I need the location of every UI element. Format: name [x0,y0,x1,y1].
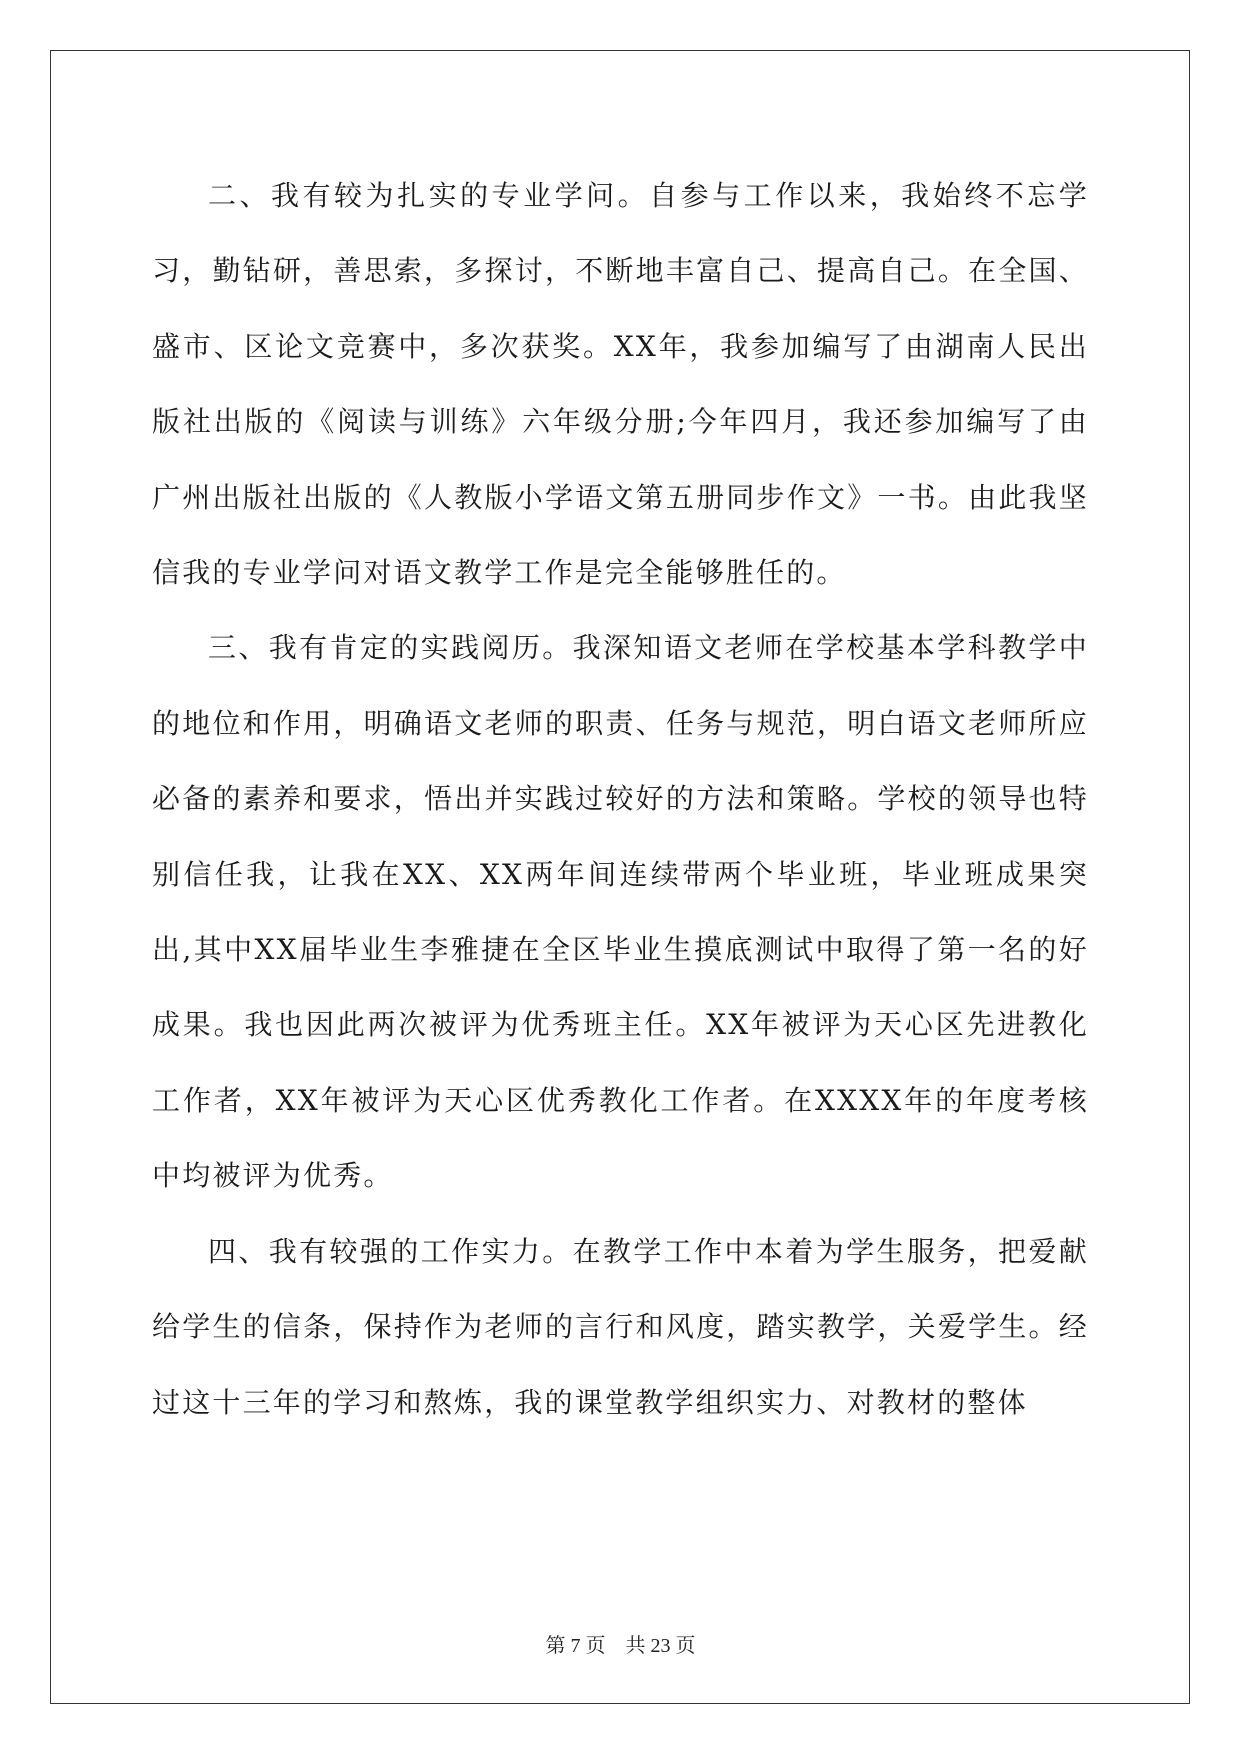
page-number-footer: 第 7 页 共 23 页 [545,1635,696,1657]
paragraph-three: 三、我有肯定的实践阅历。我深知语文老师在学校基本学科教学中的地位和作用，明确语文老师的职责、任务与规范，明白语文老师所应必备的素养和要求，悟出并实践过较好的方法和策略。学校的领导也特别信任我，让我在XX、XX两年间连续带两个毕业班，毕业班成果突出,其中XX届毕业生李雅捷在全区毕业生摸底测试中取得了第一名的好成果。我也因此两次被评为优秀班主任。XX年被评为天心区先进教化工作者，XX年被评为天心区优秀教化工作者。在XXXX年的年度考核中均被评为优秀。 [152,631,1089,1193]
paragraph-four: 四、我有较强的工作实力。在教学工作中本着为学生服务，把爱献给学生的信条，保持作为老师的言行和风度，踏实教学，关爱学生。经过这十三年的学习和熬炼，我的课堂教学组织实力、对教材的整体 [152,1234,1089,1419]
paragraph-two: 二、我有较为扎实的专业学问。自参与工作以来，我始终不忘学习，勤钻研，善思索，多探讨，不断地丰富自己、提高自己。在全国、盛市、区论文竞赛中，多次获奖。XX年，我参加编写了由湖南人民出版社出版的《阅读与训练》六年级分册;今年四月，我还参加编写了由广州出版社出版的《人教版小学语文第五册同步作文》一书。由此我坚信我的专业学问对语文教学工作是完全能够胜任的。 [152,179,1089,590]
document-body [152,158,1089,1440]
